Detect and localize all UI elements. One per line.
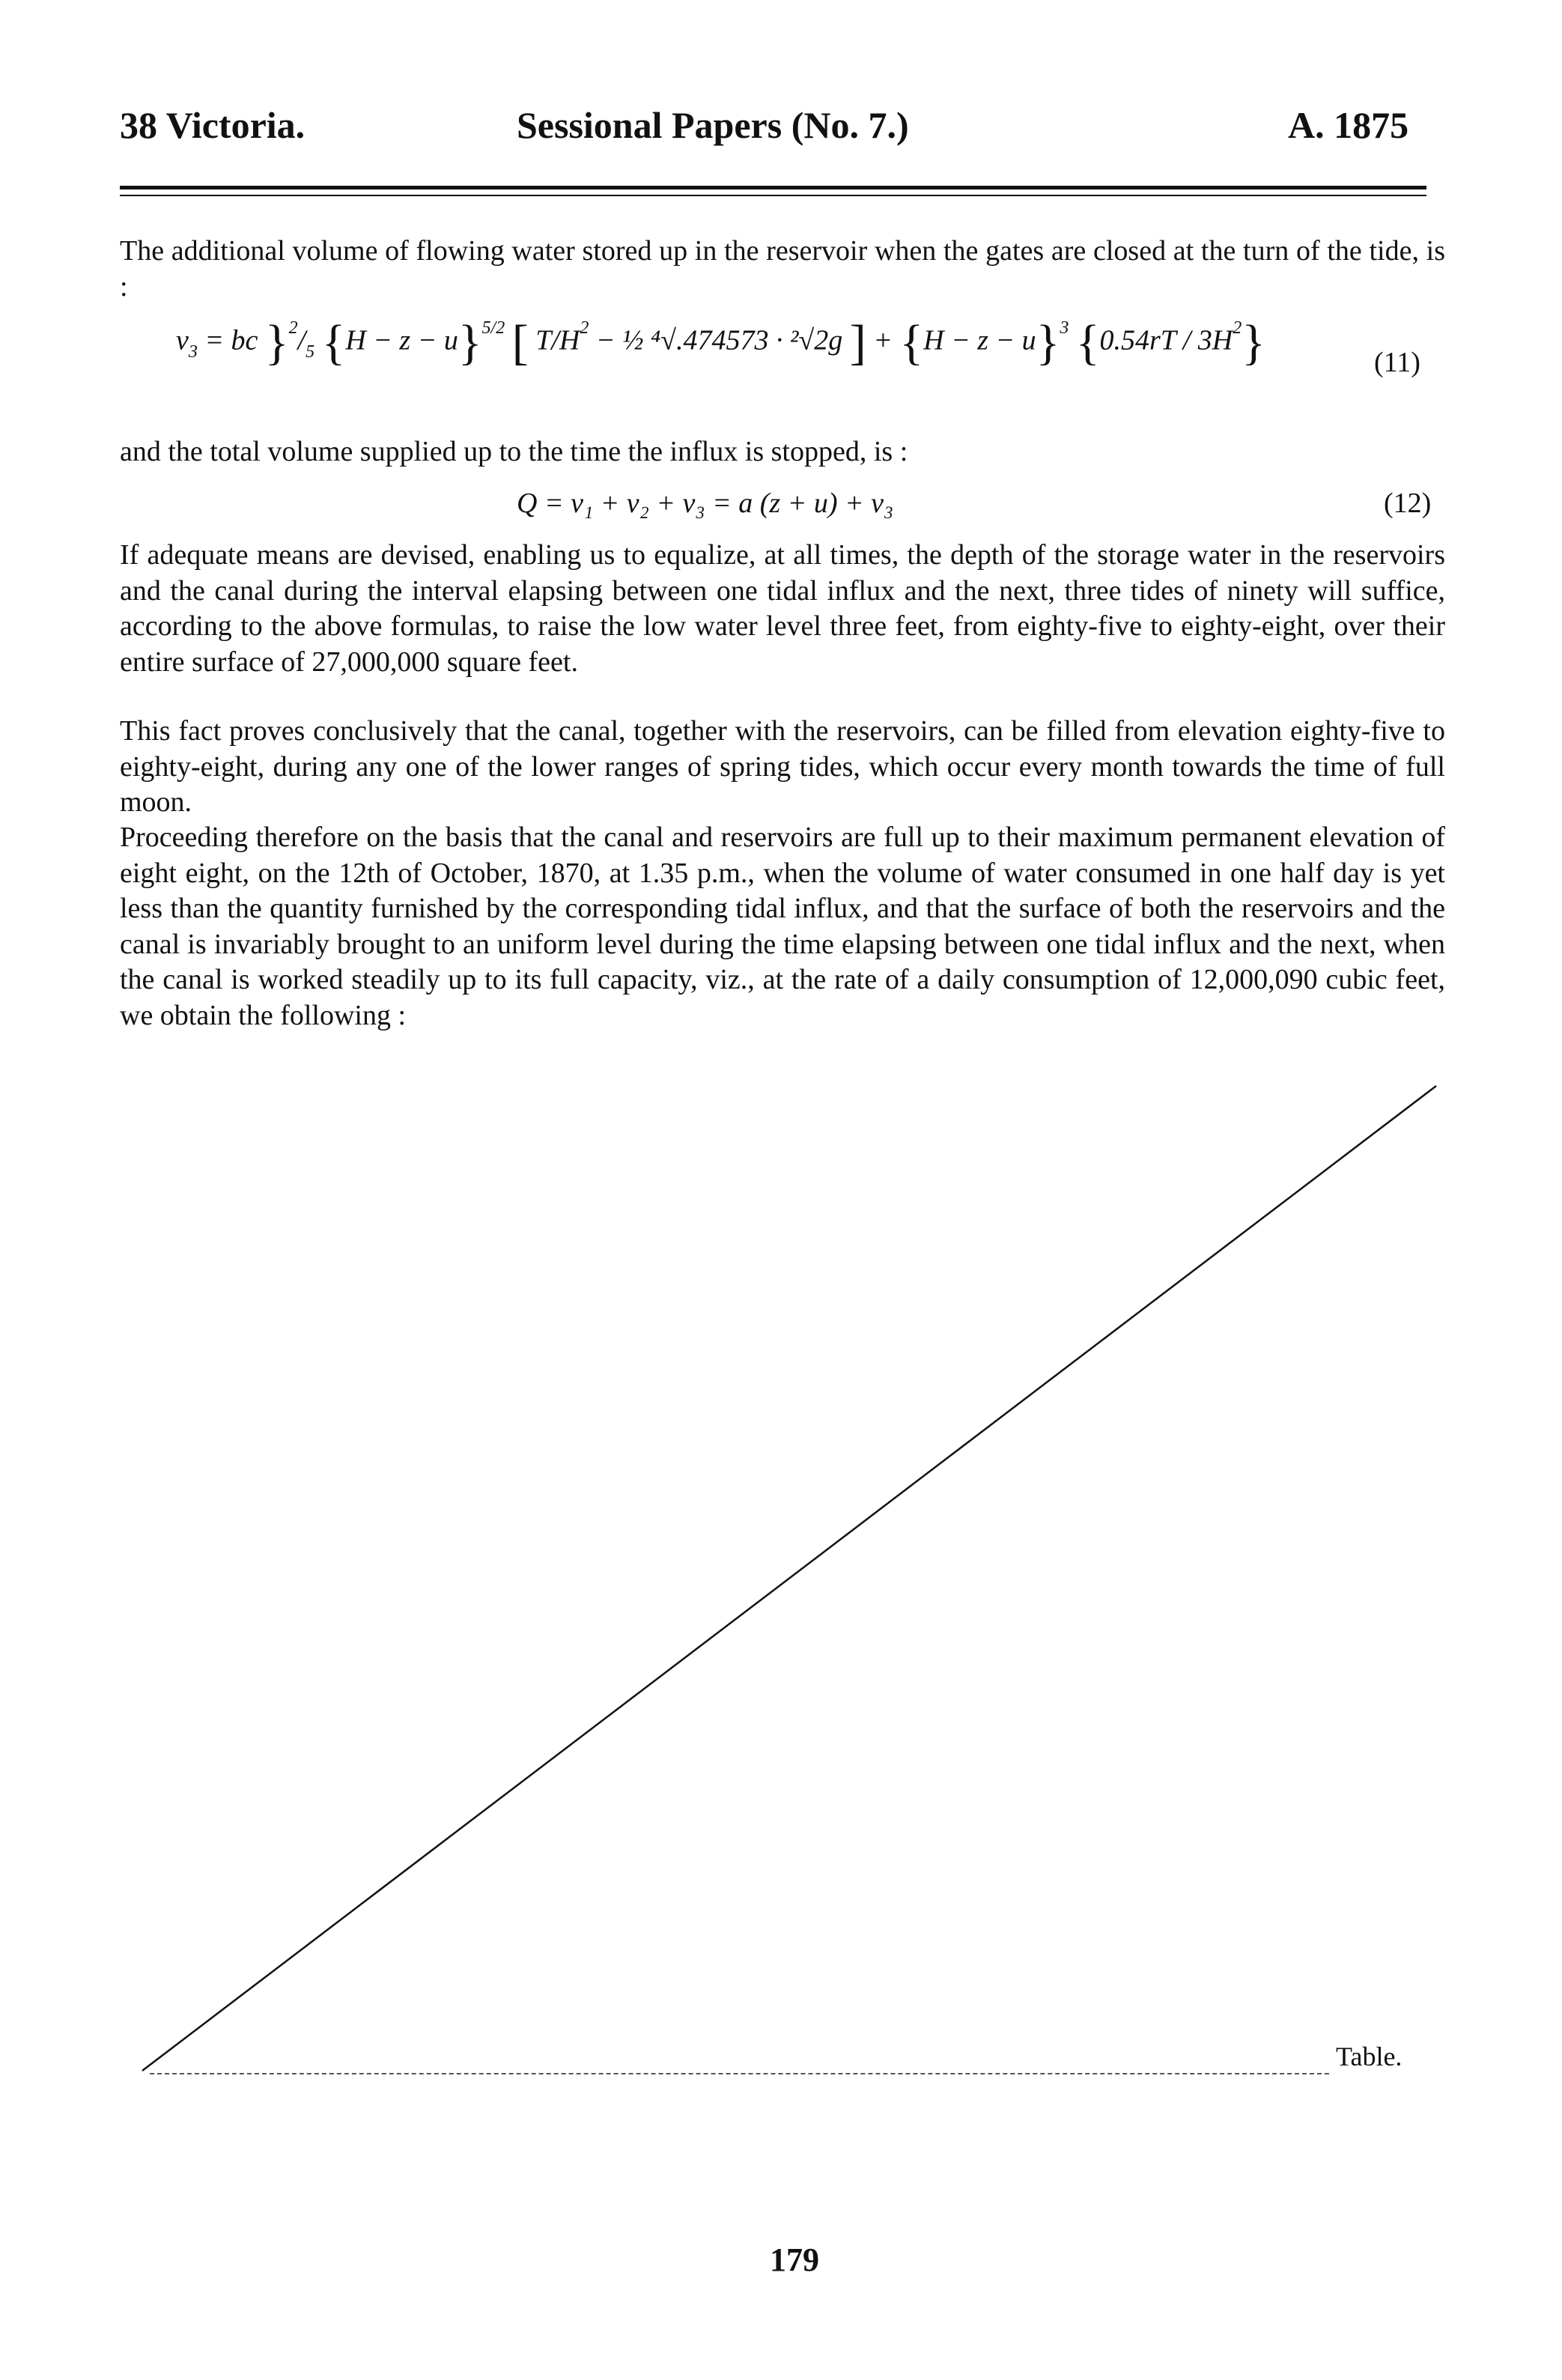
running-head-title: Sessional Papers (No. 7.) <box>517 104 909 146</box>
catchword: Table. <box>1336 2041 1403 2071</box>
equation-12-number: (12) <box>1384 488 1432 519</box>
paragraph-volume-stored: The additional volume of flowing water stored up in the reservoir when the gates are closed at the turn of the tide, is : <box>120 235 1445 303</box>
equation-11: $v_3$ = bc }$^2/_5$ $\{H - z - u\}^{5/2}$ [ $T/H^2$ − ½ ⁴√.474573 · ²√2g ] + $\{H - z - u\}^3$ $\{0.54rT / 3H^2\}$ <box>176 315 1265 370</box>
equation-11-number: (11) <box>1374 347 1420 378</box>
paragraph-adequate-means: If adequate means are devised, enabling us to equalize, at all times, the depth of the storage water in the reservoirs and the canal during the interval elapsing between one tidal influx and the next, three tides of ninety will suffice, according to the above formulas, to raise the low water level three feet, from eighty-five to eighty-eight, over their entire surface of 27,000,000 square feet. <box>120 539 1445 678</box>
equation-12: Q = v₁ + v₂ + v₃ = a (z + u) + v₃ <box>517 488 894 519</box>
running-head-left: 38 Victoria. <box>120 104 306 146</box>
paragraph-fact-proves: This fact proves conclusively that the canal, together with the reservoirs, can be filled from elevation eighty-five to eighty-eight, during any one of the lower ranges of spring tides, which occur every month towards the time of full moon. <box>120 715 1445 818</box>
paragraph-proceeding: Proceeding therefore on the basis that the canal and reservoirs are full up to their maximum permanent elevation of eight eight, on the 12th of October, 1870, at 1.35 p.m., when the volume of water consumed in one half day is yet less than the quantity furnished by the corresponding tidal influx, and that the surface of both the reservoirs and the canal is invariably brought to an uniform level during the time elapsing between one tidal influx and the next, when the canal is worked steadily up to its full capacity, viz., at the rate of a daily consumption of 12,000,090 cubic feet, we obtain the following : <box>120 822 1445 1031</box>
running-head-year: A. 1875 <box>1288 104 1409 146</box>
page-number: 179 <box>770 2241 819 2278</box>
footer-dashed-rule <box>150 2073 1329 2074</box>
paragraph-total-volume: and the total volume supplied up to the time the influx is stopped, is : <box>120 436 908 467</box>
